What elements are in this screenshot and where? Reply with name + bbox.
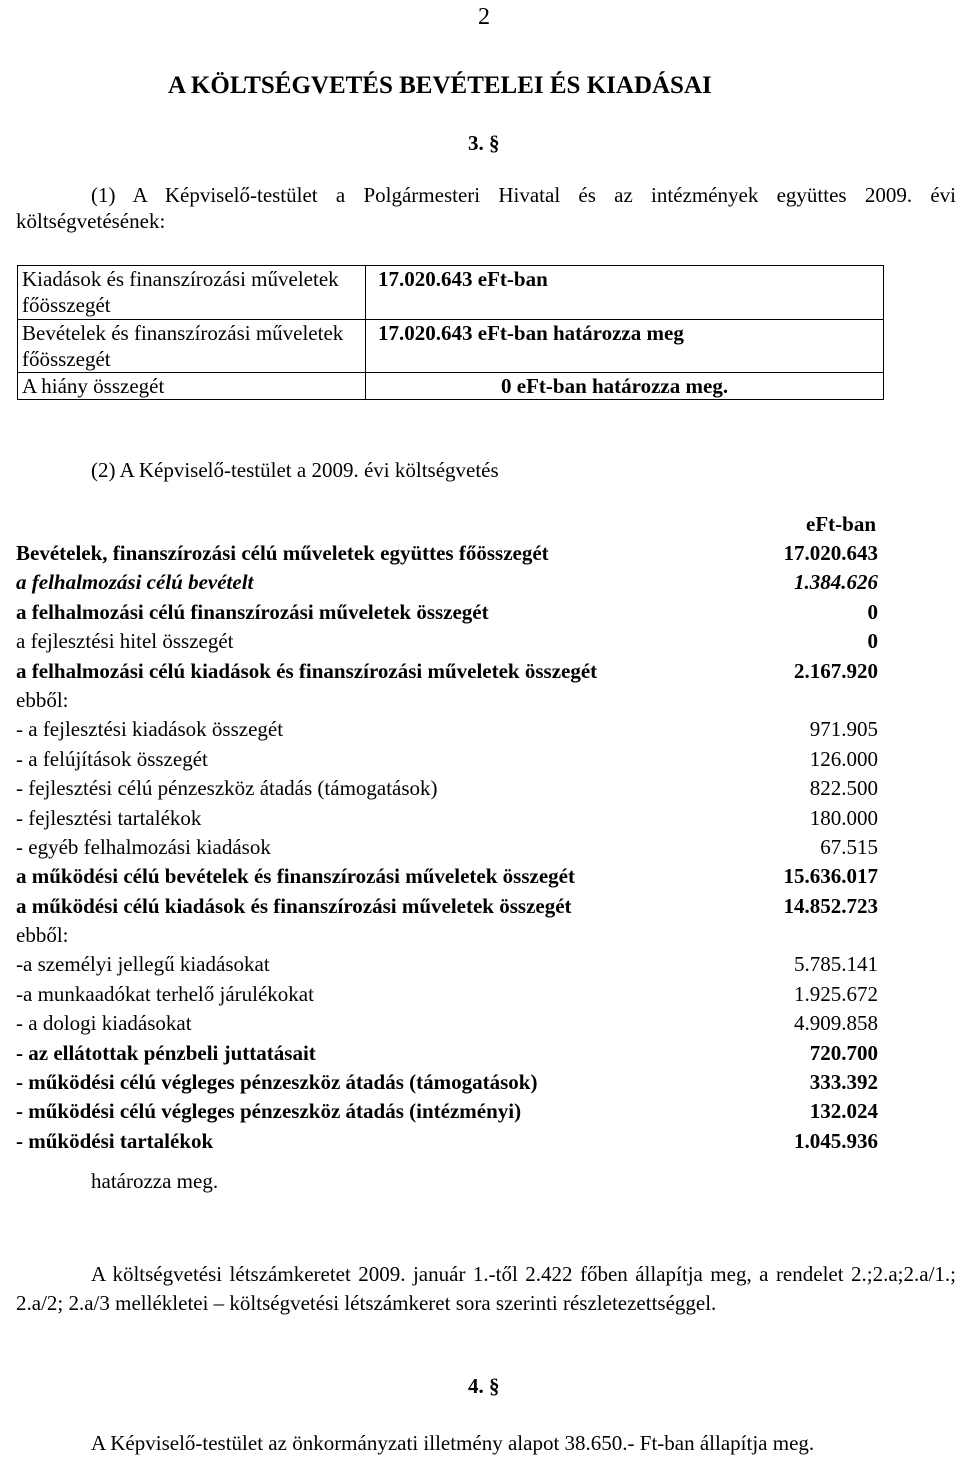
budget-label: Bevételek, finanszírozási célú műveletek együttes főösszegét bbox=[16, 541, 549, 565]
budget-row bbox=[16, 569, 878, 598]
summary-row bbox=[18, 373, 884, 400]
budget-value: 2.167.920 bbox=[794, 658, 878, 683]
summary-label: A hiány összegét bbox=[18, 373, 366, 400]
budget-value: 67.515 bbox=[820, 834, 878, 859]
budget-label: -a munkaadókat terhelő járulékokat bbox=[16, 981, 314, 1006]
budget-row bbox=[16, 1010, 878, 1039]
budget-value: 5.785.141 bbox=[794, 952, 878, 977]
budget-row bbox=[16, 981, 878, 1010]
summary-row bbox=[18, 319, 884, 373]
budget-label: - fejlesztési célú pénzeszköz átadás (támogatások) bbox=[16, 776, 438, 801]
budget-label: - a felújítások összegét bbox=[16, 746, 208, 771]
summary-table bbox=[17, 265, 884, 400]
closing-text: határozza meg. bbox=[91, 1169, 219, 1193]
budget-value: 15.636.017 bbox=[783, 864, 878, 889]
budget-label: a működési célú kiadások és finanszírozási műveletek összegét bbox=[16, 893, 572, 918]
budget-value: 822.500 bbox=[809, 776, 878, 801]
paragraph-4: A Képviselő-testület az önkormányzati illetmény alapot 38.650.- Ft-ban állapítja meg. bbox=[91, 1431, 815, 1455]
budget-label: - egyéb felhalmozási kiadások bbox=[16, 834, 271, 859]
budget-value: 971.905 bbox=[809, 717, 878, 742]
section-4-heading: 4. § bbox=[468, 1374, 500, 1398]
budget-row bbox=[16, 922, 878, 951]
unit-label: eFt-ban bbox=[806, 512, 876, 536]
budget-label: - a fejlesztési kiadások összegét bbox=[16, 717, 284, 742]
budget-value: 17.020.643 bbox=[783, 541, 878, 565]
budget-row bbox=[16, 1098, 878, 1127]
summary-label: Kiadások és finanszírozási műveletek főösszegét bbox=[18, 266, 366, 320]
summary-value: 17.020.643 eFt-ban bbox=[366, 266, 884, 320]
budget-label: ebből: bbox=[16, 923, 69, 948]
section-3-heading: 3. § bbox=[468, 131, 500, 155]
document-title: A KÖLTSÉGVETÉS BEVÉTELEI ÉS KIADÁSAI bbox=[168, 72, 712, 99]
page-number: 2 bbox=[478, 4, 490, 30]
budget-value: 4.909.858 bbox=[794, 1011, 878, 1036]
budget-row bbox=[16, 687, 878, 716]
budget-row bbox=[16, 951, 878, 980]
budget-row bbox=[16, 599, 878, 628]
budget-row bbox=[16, 1040, 878, 1069]
budget-value: 1.925.672 bbox=[794, 981, 878, 1006]
paragraph-1: (1) A Képviselő-testület a Polgármesteri Hivatal és az intézmények együttes 2009. évi költségvetésének: bbox=[16, 183, 956, 234]
summary-row bbox=[18, 266, 884, 320]
summary-value: 0 eFt-ban határozza meg. bbox=[366, 373, 884, 400]
budget-value: 14.852.723 bbox=[783, 893, 878, 918]
budget-row bbox=[16, 863, 878, 892]
budget-label: - az ellátottak pénzbeli juttatásait bbox=[16, 1040, 316, 1065]
budget-label: a működési célú bevételek és finanszírozási műveletek összegét bbox=[16, 864, 575, 889]
paragraph-3: A költségvetési létszámkeretet 2009. január 1.-től 2.422 főben állapítja meg, a rendelet 2.;2.a;2.a/1.; 2.a/2; 2.a/3 mellékletei – költségvetési létszámkeret sora szerinti részletezettséggel. bbox=[16, 1262, 956, 1315]
budget-value: 333.392 bbox=[809, 1070, 878, 1095]
budget-row bbox=[16, 540, 878, 569]
budget-row bbox=[16, 893, 878, 922]
budget-row bbox=[16, 805, 878, 834]
budget-value: 0 bbox=[867, 599, 878, 624]
budget-value: 1.384.626 bbox=[794, 570, 878, 595]
budget-value: 1.045.936 bbox=[794, 1128, 878, 1153]
budget-label: a fejlesztési hitel összegét bbox=[16, 629, 234, 654]
budget-row bbox=[16, 1069, 878, 1098]
budget-label: - működési tartalékok bbox=[16, 1128, 214, 1153]
budget-label: - működési célú végleges pénzeszköz átadás (támogatások) bbox=[16, 1070, 538, 1095]
budget-label: a felhalmozási célú finanszírozási műveletek összegét bbox=[16, 599, 489, 624]
budget-label: - a dologi kiadásokat bbox=[16, 1011, 192, 1036]
paragraph-2: (2) A Képviselő-testület a 2009. évi költségvetés bbox=[91, 458, 499, 482]
budget-label: - fejlesztési tartalékok bbox=[16, 805, 202, 830]
budget-row bbox=[16, 746, 878, 775]
budget-row bbox=[16, 775, 878, 804]
budget-row bbox=[16, 1128, 878, 1157]
budget-row bbox=[16, 716, 878, 745]
budget-value: 126.000 bbox=[809, 746, 878, 771]
budget-value: 180.000 bbox=[809, 805, 878, 830]
budget-label: a felhalmozási célú kiadások és finanszírozási műveletek összegét bbox=[16, 658, 598, 683]
budget-value: 0 bbox=[867, 629, 878, 654]
budget-row bbox=[16, 628, 878, 657]
budget-row bbox=[16, 834, 878, 863]
budget-label: - működési célú végleges pénzeszköz átadás (intézményi) bbox=[16, 1099, 522, 1124]
budget-value: 132.024 bbox=[809, 1099, 878, 1124]
budget-row bbox=[16, 658, 878, 687]
summary-value: 17.020.643 eFt-ban határozza meg bbox=[366, 319, 884, 373]
budget-label: ebből: bbox=[16, 687, 69, 712]
budget-label: -a személyi jellegű kiadásokat bbox=[16, 952, 270, 977]
summary-label: Bevételek és finanszírozási műveletek főösszegét bbox=[18, 319, 366, 373]
budget-label: a felhalmozási célú bevételt bbox=[16, 570, 254, 595]
budget-list bbox=[16, 540, 878, 1157]
budget-value: 720.700 bbox=[809, 1040, 878, 1065]
